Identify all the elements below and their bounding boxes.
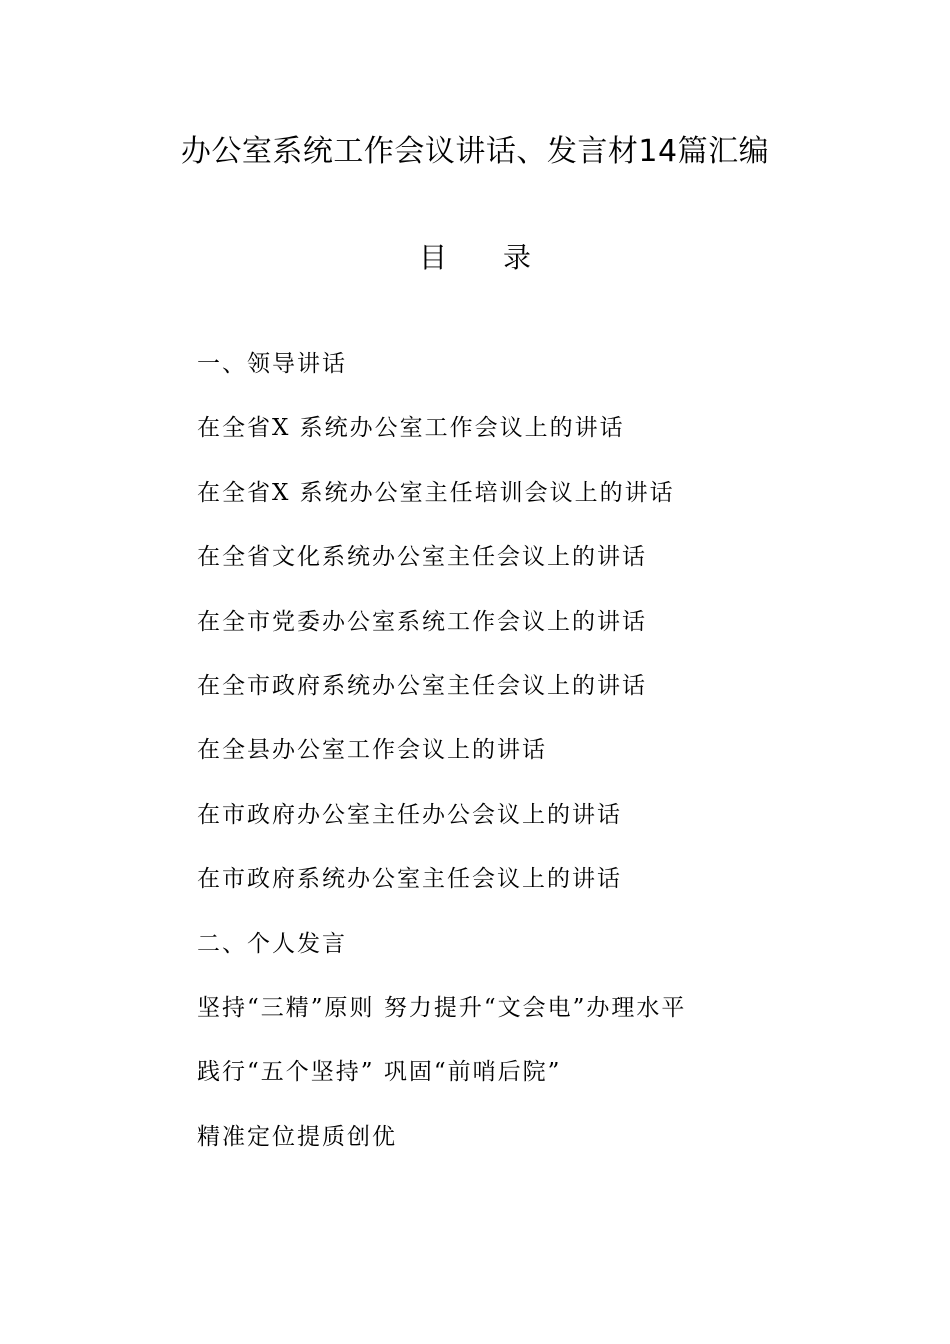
toc-entry: 在市政府系统办公室主任会议上的讲话 [197,866,622,893]
toc-entry: 精准定位提质创优 [197,1123,397,1150]
toc-entry: 在市政府办公室主任办公会议上的讲话 [197,801,622,828]
toc-entry: 在全省X 系统办公室工作会议上的讲话 [197,415,625,442]
toc-heading [0,238,950,278]
toc-entry: 在全市党委办公室系统工作会议上的讲话 [197,608,647,635]
toc-entry: 坚持“三精”原则 努力提升“文会电”办理水平 [197,994,687,1021]
toc-entry: 践行“五个坚持” 巩固“前哨后院” [197,1059,562,1086]
toc-entry: 在全市政府系统办公室主任会议上的讲话 [197,672,647,699]
toc-entry: 在全省文化系统办公室主任会议上的讲话 [197,544,647,571]
toc-heading-left: 目 [418,241,447,274]
table-of-contents [197,344,897,1181]
toc-heading-right: 录 [503,241,532,274]
document-title: 办公室系统工作会议讲话、发言材14篇汇编 [180,134,770,169]
toc-entry: 在全县办公室工作会议上的讲话 [197,737,547,764]
toc-entry: 在全省X 系统办公室主任培训会议上的讲话 [197,479,675,506]
toc-section-leader-speeches: 一、领导讲话 [197,351,347,377]
toc-section-personal-speeches: 二、个人发言 [197,930,347,957]
